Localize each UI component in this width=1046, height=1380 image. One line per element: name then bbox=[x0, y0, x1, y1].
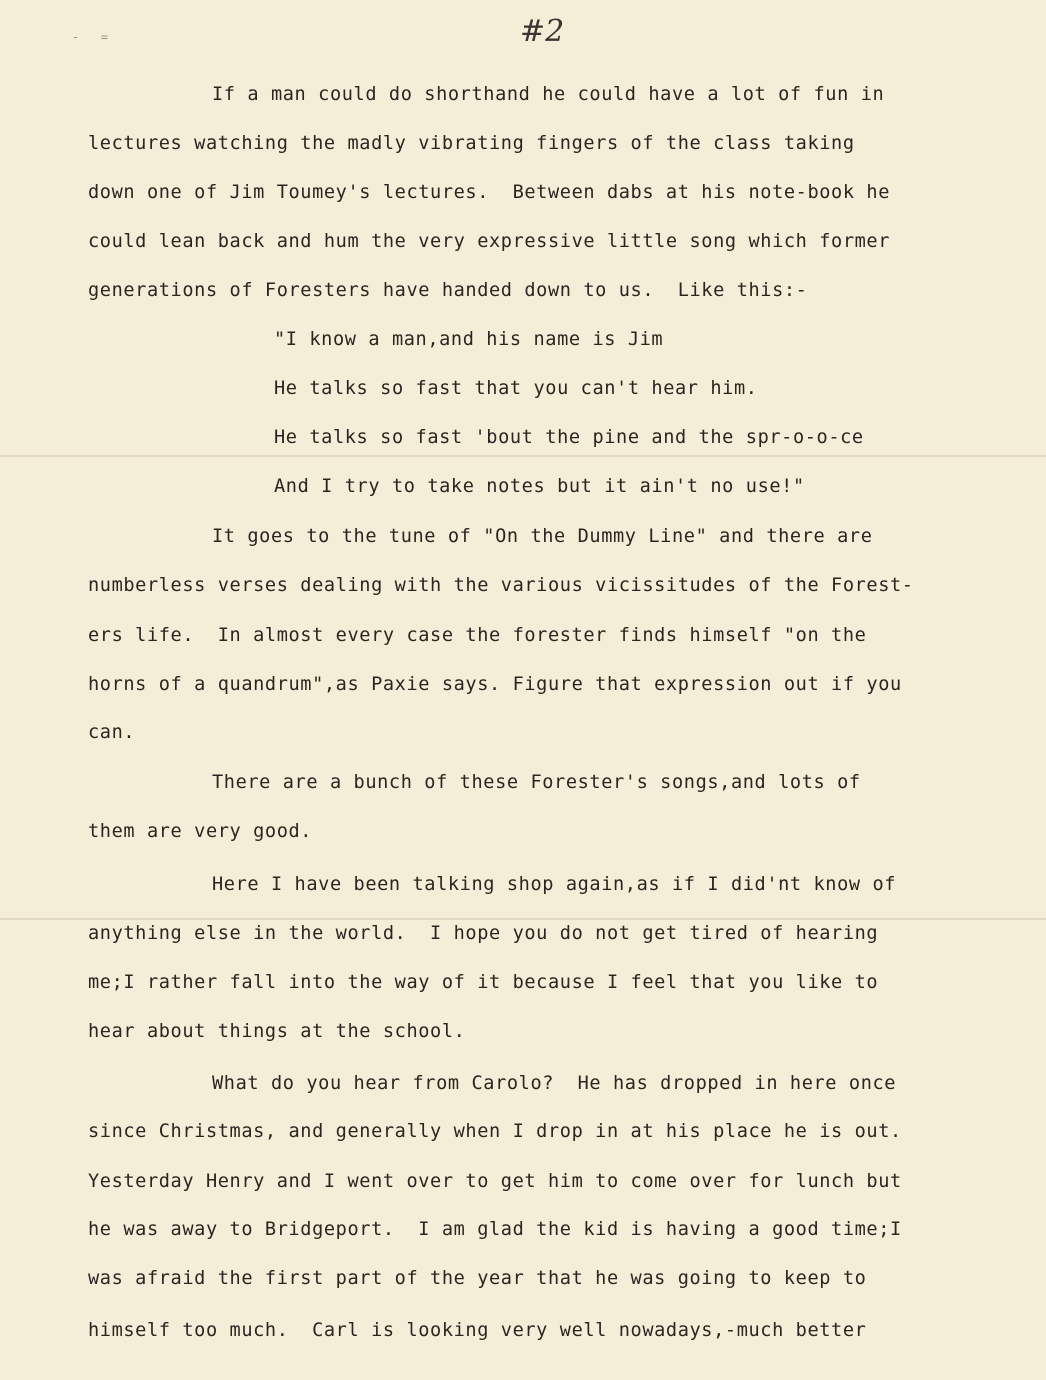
page-number: #2 bbox=[520, 14, 565, 49]
text-line: he was away to Bridgeport. I am glad the kid is having a good time;I bbox=[88, 1219, 902, 1240]
text-line: himself too much. Carl is looking very well nowadays,-much better bbox=[88, 1320, 867, 1341]
text-line: It goes to the tune of "On the Dummy Line" and there are bbox=[212, 526, 873, 547]
verse-line: He talks so fast 'bout the pine and the spr-o-o-ce bbox=[274, 427, 864, 448]
text-line: them are very good. bbox=[88, 821, 313, 842]
text-line: horns of a quandrum",as Paxie says. Figure that expression out if you bbox=[88, 674, 902, 695]
text-line: What do you hear from Carolo? He has dropped in here once bbox=[212, 1073, 897, 1094]
text-line: generations of Foresters have handed down to us. Like this:- bbox=[88, 280, 808, 301]
fold-line bbox=[0, 455, 1046, 457]
verse-line: He talks so fast that you can't hear him. bbox=[274, 378, 758, 399]
text-line: could lean back and hum the very expressive little song which former bbox=[88, 231, 891, 252]
verse-line: And I try to take notes but it ain't no use!" bbox=[274, 476, 805, 497]
text-line: was afraid the first part of the year that he was going to keep to bbox=[88, 1268, 867, 1289]
fold-line bbox=[0, 918, 1046, 920]
verse-line: "I know a man,and his name is Jim bbox=[274, 329, 664, 350]
text-line: hear about things at the school. bbox=[88, 1021, 466, 1042]
text-line: ers life. In almost every case the forester finds himself "on the bbox=[88, 625, 867, 646]
text-line: lectures watching the madly vibrating fingers of the class taking bbox=[88, 133, 855, 154]
text-line: down one of Jim Toumey's lectures. Between dabs at his note-book he bbox=[88, 182, 891, 203]
text-line: There are a bunch of these Forester's songs,and lots of bbox=[212, 772, 861, 793]
text-line: me;I rather fall into the way of it because I feel that you like to bbox=[88, 972, 879, 993]
text-line: since Christmas, and generally when I drop in at his place he is out. bbox=[88, 1121, 902, 1142]
text-line: can. bbox=[88, 722, 136, 743]
text-line: Yesterday Henry and I went over to get him to come over for lunch but bbox=[88, 1171, 902, 1192]
text-line: anything else in the world. I hope you do not get tired of hearing bbox=[88, 923, 879, 944]
margin-mark: - = bbox=[72, 30, 109, 44]
text-line: Here I have been talking shop again,as if I did'nt know of bbox=[212, 874, 897, 895]
text-line: If a man could do shorthand he could have a lot of fun in bbox=[212, 84, 885, 105]
text-line: numberless verses dealing with the various vicissitudes of the Forest- bbox=[88, 575, 914, 596]
